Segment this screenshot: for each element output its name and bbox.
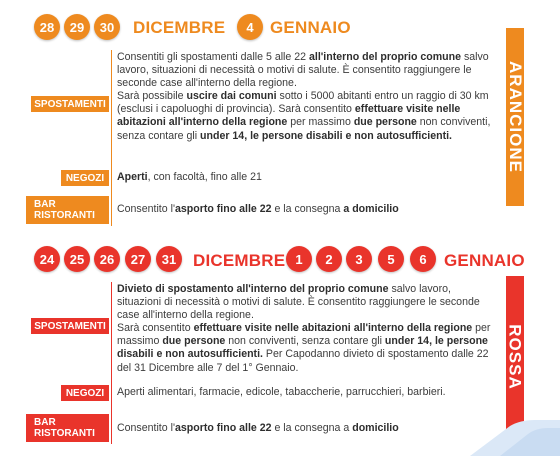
date-circle-jan-3: 3 [346, 246, 372, 272]
month-label-gennaio: GENNAIO [270, 18, 351, 37]
month-label-dicembre: DICEMBRE [133, 18, 226, 37]
date-circle-dec-31: 31 [156, 246, 182, 272]
spostamenti-text: Divieto di spostamento all'interno del proprio comune salvo lavoro, situazioni di necessità o motivi di salute. È consentito raggiungere le seconde case all'interno della regione. Sarà consentito effettuare visite nelle abitazioni all'interno della regione per massimo due persone non conviventi, senza contare gli under 14, le persone disabili e non autosufficienti. Per Capodanno divieto di spostamento dalle 22 del 31 Dicembre alle 7 del 1° Gennaio. [117, 283, 491, 374]
section-divider-line [111, 50, 112, 226]
date-circle-dec-24: 24 [34, 246, 60, 272]
bar-label: BAR [34, 417, 56, 428]
spostamenti-tag: SPOSTAMENTI [31, 318, 109, 334]
bar-text: Consentito l'asporto fino alle 22 e la consegna a domicilio [117, 203, 399, 215]
date-circle-dec-29: 29 [64, 14, 90, 40]
date-circle-dec-25: 25 [64, 246, 90, 272]
date-circle-jan-6: 6 [410, 246, 436, 272]
date-circle-jan-4: 4 [237, 14, 263, 40]
negozi-tag: NEGOZI [61, 170, 109, 186]
bar-ristoranti-tag [26, 196, 109, 224]
month-label-dicembre: DICEMBRE [193, 251, 286, 270]
negozi-text: Aperti, con facoltà, fino alle 21 [117, 171, 262, 183]
date-circle-dec-30: 30 [94, 14, 120, 40]
zone-label-rossa: ROSSA [506, 276, 524, 438]
date-circle-jan-5: 5 [378, 246, 404, 272]
negozi-tag: NEGOZI [61, 385, 109, 401]
date-circle-jan-2: 2 [316, 246, 342, 272]
bar-label: BAR [34, 199, 56, 210]
bar-ristoranti-tag [26, 414, 109, 442]
zone-label-arancione: ARANCIONE [506, 28, 524, 206]
negozi-text: Aperti alimentari, farmacie, edicole, tabaccherie, parrucchieri, barbieri. [117, 386, 446, 398]
date-circle-jan-1: 1 [286, 246, 312, 272]
section-divider-line [111, 282, 112, 444]
spostamenti-text: Consentiti gli spostamenti dalle 5 alle 22 all'interno del proprio comune salvo lavoro, situazioni di necessità o motivi di salute. È consentito raggiungere le seconde case all'interno della regione. Sarà possibile uscire dai comuni sotto i 5000 abitanti entro un raggio di 30 km (esclusi i capoluoghi di provincia). Sarà consentito effettuare visite nelle abitazioni all'interno della regione per massimo due persone non conviventi, senza contare gli under 14, le persone disabili e non autosufficienti. [117, 51, 491, 142]
date-circle-dec-27: 27 [125, 246, 151, 272]
ristoranti-label: RISTORANTI [34, 428, 95, 439]
spostamenti-tag: SPOSTAMENTI [31, 96, 109, 112]
date-circle-dec-28: 28 [34, 14, 60, 40]
decorative-corner-shape [440, 420, 560, 456]
month-label-gennaio: GENNAIO [444, 251, 525, 270]
date-circle-dec-26: 26 [94, 246, 120, 272]
ristoranti-label: RISTORANTI [34, 210, 95, 221]
bar-text: Consentito l'asporto fino alle 22 e la consegna a domicilio [117, 422, 399, 434]
